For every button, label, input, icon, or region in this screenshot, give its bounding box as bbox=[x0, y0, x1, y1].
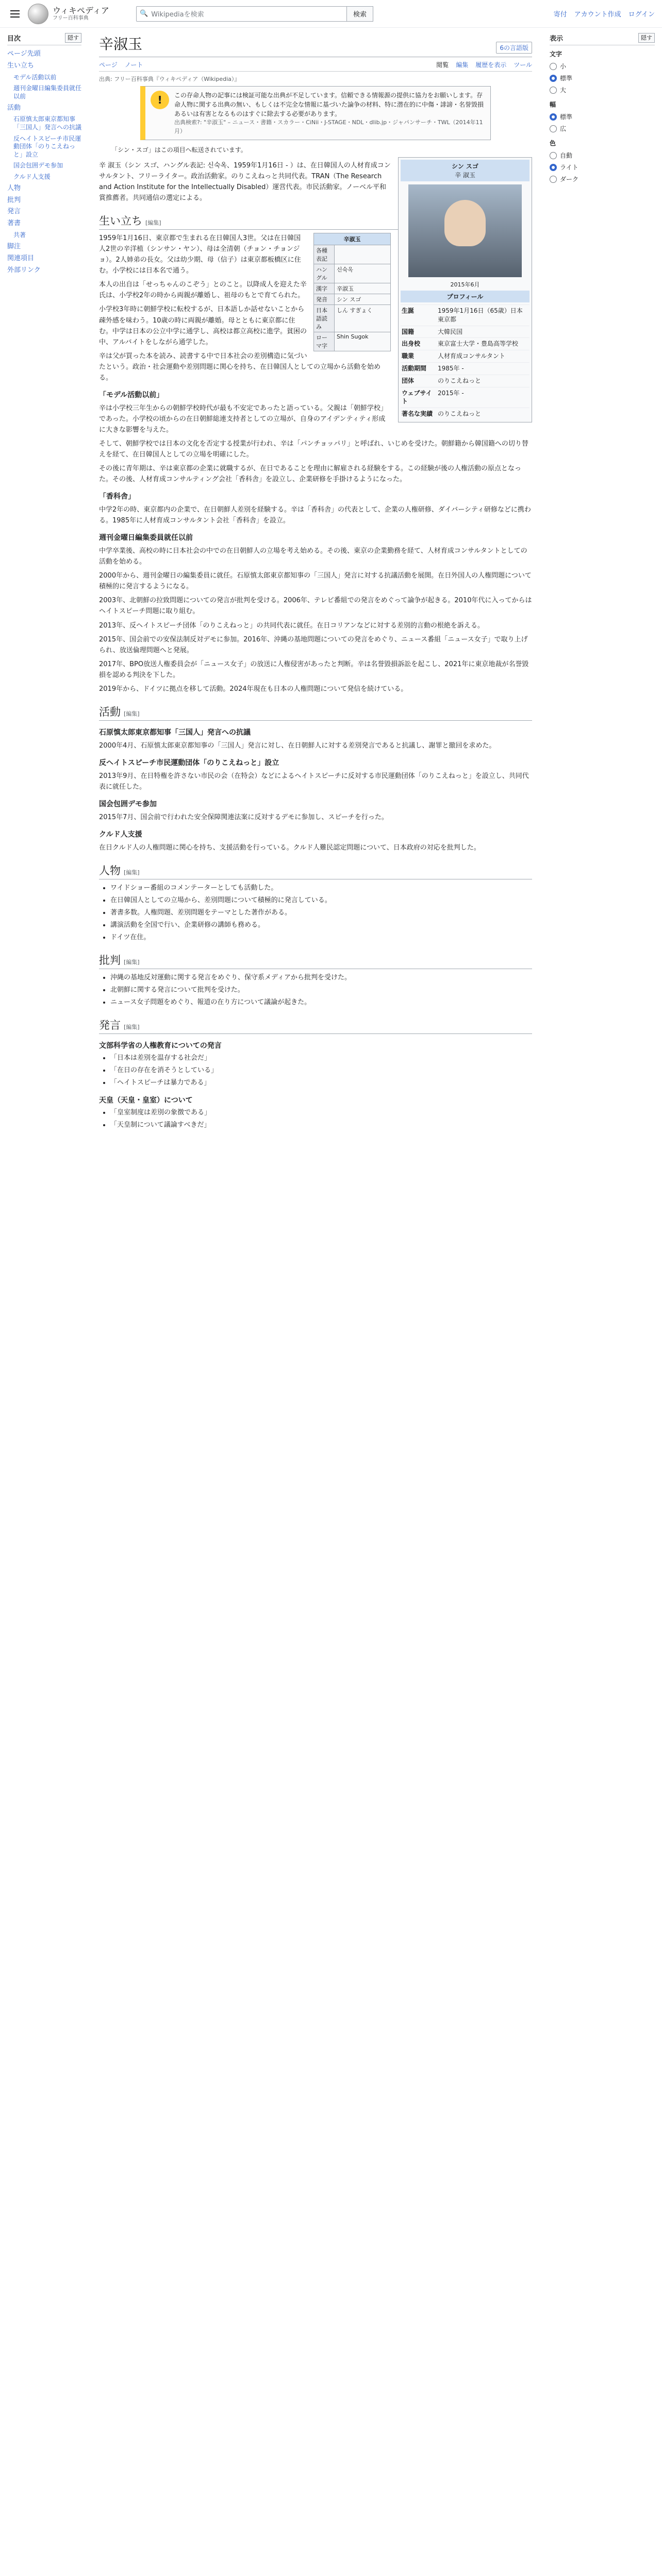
list-item: • 著書多数。人権問題、差別問題をテーマとした著作がある。 bbox=[110, 907, 532, 918]
paragraph: 中学2年の時、東京都内の企業で、在日朝鮮人差別を経験する。辛は「香科舎」の代表として、企業の人権研修、ダイバーシティ研修などに携わる。1985年に人材育成コンサルタント会社「香科舎」を設立。 bbox=[99, 506, 531, 525]
infobox-value: 東京富士大学・豊島高等学校 bbox=[438, 340, 519, 348]
list-item: • 在日韓国人としての立場から、差別問題について積極的に発言している。 bbox=[110, 895, 532, 906]
appearance-sidebar bbox=[542, 28, 662, 1132]
warning-icon: ! bbox=[151, 91, 169, 109]
infobox-key: ウェブサイト bbox=[402, 389, 432, 405]
list-item: • ドイツ在住。 bbox=[110, 932, 532, 943]
edit-link[interactable]: [編集] bbox=[124, 1024, 140, 1031]
search-input[interactable]: 🔍 Wikipediaを検索 bbox=[136, 6, 347, 22]
infobox-key: 活動期間 bbox=[402, 364, 427, 372]
paragraph: 辛は父が買った本を読み、読書する中で日本社会の差別構造に気づいたという。政治・社会運動や差別問題に関心を持ち、在日韓国人としての立場から活動を始める。 bbox=[99, 352, 381, 382]
radio-icon bbox=[550, 75, 557, 82]
name-row bbox=[314, 294, 390, 304]
name-row bbox=[314, 283, 390, 294]
toc-item[interactable]: 関連項目 bbox=[7, 254, 35, 262]
name-value: シン スゴ bbox=[337, 296, 361, 303]
infobox-row bbox=[401, 304, 529, 326]
appearance-option[interactable] bbox=[550, 72, 655, 84]
toc-item[interactable]: クルド人支援 bbox=[13, 173, 51, 181]
infobox-row bbox=[401, 408, 529, 420]
portrait-photo[interactable] bbox=[408, 184, 522, 277]
name-value: しん すぎょく bbox=[337, 307, 373, 314]
option-label: 小 bbox=[560, 63, 567, 70]
article-source: 出典: フリー百科事典『ウィキペディア（Wikipedia）』 bbox=[99, 76, 240, 82]
toc-item[interactable]: 人物 bbox=[7, 184, 21, 192]
page-tabs bbox=[99, 57, 532, 72]
list-item: • 北朝鮮に関する発言について批判を受けた。 bbox=[110, 985, 532, 995]
toc-item[interactable]: 脚注 bbox=[7, 242, 21, 250]
name-table bbox=[313, 233, 391, 351]
paragraph: 2015年、国会前での安保法制反対デモに参加。2016年、沖縄の基地問題についての発言をめぐり、ニュース番組「ニュース女子」で取り上げられ、放送倫理問題へと発展。 bbox=[99, 635, 528, 654]
subheading: 週刊金曜日編集委員就任以前 bbox=[99, 534, 193, 543]
infobox-row bbox=[401, 375, 529, 387]
appearance-option[interactable] bbox=[550, 123, 655, 134]
radio-icon bbox=[550, 176, 557, 183]
appearance-hide-button[interactable]: 隠す bbox=[638, 33, 655, 43]
notice-text: この存命人物の記事には検証可能な出典が不足しています。信頼できる情報源の提供に協力をお願いします。存命人物に関する出典の無い、もしくは不完全な情報に基づいた論争の材料、特に潜在的に中傷・誹謗・名誉毀損あるいは有害となるものはすぐに除去する必要があります。 bbox=[174, 92, 484, 117]
appearance-option[interactable] bbox=[550, 161, 655, 173]
paragraph: その後に青年期は、辛は東京都の企業に就職するが、在日であることを理由に解雇される経験をする。この経験が後の人権活動の原点となった。その後、人材育成コンサルティング会社「香科舎」を設立し、企業研修を手掛けるようになった。 bbox=[99, 465, 522, 484]
paragraph: 1959年1月16日、東京都で生まれる在日韓国人3世。父は在日韓国人2世の辛洋植（シンサン・ヤン）、母は全清朝（チョン・チョンジョ）。2人姉弟の長女。父は幼少期、母（信子）は東京都板橋区に住む。小学校には日本名で通う。 bbox=[99, 234, 301, 275]
paragraph: 2003年、北朝鮮の拉致問題についての発言が批判を受ける。2006年、テレビ番組での発言をめぐって論争が起きる。2010年代に入ってからはヘイトスピーチ問題に取り組む。 bbox=[99, 597, 532, 616]
toc-item[interactable]: ページ先頭 bbox=[7, 50, 41, 58]
maintenance-notice bbox=[140, 86, 491, 140]
tab-tools[interactable]: ツール bbox=[514, 61, 532, 69]
login-link[interactable]: ログイン bbox=[628, 11, 655, 19]
toc-item[interactable]: 週刊金曜日編集委員就任以前 bbox=[13, 84, 82, 100]
infobox-value: 大韓民国 bbox=[438, 328, 463, 335]
infobox-key: 団体 bbox=[402, 377, 415, 384]
toc-item[interactable]: 著書 bbox=[7, 219, 21, 228]
tab-read[interactable]: 閲覧 bbox=[436, 61, 449, 69]
paragraph: 2019年から、ドイツに拠点を移して活動。2024年現在も日本の人権問題について発信を続けている。 bbox=[99, 685, 408, 693]
infobox-key: 国籍 bbox=[402, 328, 415, 335]
option-label: 標準 bbox=[560, 75, 573, 82]
photo-caption: 2015年6月 bbox=[450, 281, 480, 288]
toc-item[interactable]: 共著 bbox=[13, 231, 26, 239]
quote-list bbox=[110, 1053, 532, 1088]
infobox-value: 1959年1月16日（65歳）日本 東京都 bbox=[438, 307, 523, 323]
subheading: 天皇（天皇・皇室）について bbox=[99, 1096, 193, 1105]
subheading: 国会包囲デモ参加 bbox=[99, 800, 157, 808]
subheading: 文部科学省の人権教育についての発言 bbox=[99, 1042, 222, 1050]
toc-hide-button[interactable]: 隠す bbox=[65, 33, 81, 43]
paragraph: 中学卒業後、高校の時に日本社会の中での在日朝鮮人の立場を考え始める。その後、東京の企業勤務を経て、人材育成コンサルタントとしての活動を始める。 bbox=[99, 547, 527, 566]
infobox-section: プロフィール bbox=[401, 291, 529, 302]
radio-icon bbox=[550, 164, 557, 171]
option-label: 標準 bbox=[560, 113, 573, 121]
heading-statements: 発言 bbox=[99, 1019, 121, 1032]
infobox-key: 出身校 bbox=[402, 340, 421, 348]
radio-icon bbox=[550, 87, 557, 94]
paragraph: 小学校3年時に朝鮮学校に転校するが、日本語しか話せないことから疎外感を味わう。10歳の時に両親が離婚。母とともに東京都に住む。中学は日本の公立中学に通学し、高校は都立高校に進学。貧困の中、アルバイトをしながら通学した。 bbox=[99, 306, 307, 346]
site-title: ウィキペディア bbox=[53, 5, 109, 15]
list-item: • ニュース女子問題をめぐり、報道の在り方について議論が起きた。 bbox=[110, 997, 532, 1008]
personal-tools bbox=[554, 9, 655, 19]
toc-list bbox=[7, 48, 81, 276]
edit-link[interactable]: [編集] bbox=[124, 710, 140, 717]
toc-item[interactable]: 石原慎太郎東京都知事「三国人」発言への抗議 bbox=[13, 115, 82, 131]
option-label: ダーク bbox=[560, 176, 579, 183]
list-item: • 「天皇制について議論すべきだ」 bbox=[110, 1120, 532, 1130]
name-table-title: 辛淑玉 bbox=[314, 233, 390, 245]
toc-item[interactable]: モデル活動以前 bbox=[13, 73, 57, 81]
appearance-group-label: 幅 bbox=[550, 101, 556, 108]
paragraph: 2000年から、週刊金曜日の編集委員に就任。石原慎太郎東京都知事の「三国人」発言に対する抗議活動を展開。在日外国人の人権問題について積極的に発言するようになる。 bbox=[99, 572, 532, 591]
name-row bbox=[314, 264, 390, 283]
name-key: ハングル bbox=[314, 264, 335, 283]
infobox-key: 生誕 bbox=[402, 307, 415, 314]
radio-icon bbox=[550, 63, 557, 70]
name-row bbox=[314, 332, 390, 351]
list-item: • ワイドショー番組のコメンテーターとしても活動した。 bbox=[110, 883, 532, 893]
option-label: 広 bbox=[560, 125, 567, 132]
paragraph: 2015年7月、国会前で行われた安全保障関連法案に反対するデモに参加し、スピーチを行った。 bbox=[99, 813, 388, 821]
name-key: 各種表記 bbox=[314, 245, 335, 264]
option-label: 大 bbox=[560, 87, 567, 94]
notice-date: 出典検索?: "辛淑玉" – ニュース・書籍・スカラー・CiNii・J-STAGE・NDL・dlib.jp・ジャパンサーチ・TWL（2014年11月） bbox=[174, 119, 483, 134]
language-button[interactable]: 6の言語版 bbox=[496, 42, 532, 54]
hatnote: 「シン・スゴ」はこの項目へ転送されています。 bbox=[111, 146, 247, 154]
subheading: クルド人支援 bbox=[99, 830, 142, 839]
list-item: • 「ヘイトスピーチは暴力である」 bbox=[110, 1077, 532, 1088]
appearance-option[interactable] bbox=[550, 149, 655, 161]
subheading: 石原慎太郎東京都知事「三国人」発言への抗議 bbox=[99, 728, 251, 737]
toc-item[interactable]: 外部リンク bbox=[7, 266, 41, 274]
toc-item[interactable]: 活動 bbox=[7, 104, 21, 112]
option-label: 自動 bbox=[560, 152, 573, 159]
list-item: • 「皇室制度は差別の象徴である」 bbox=[110, 1107, 532, 1118]
name-key: 漢字 bbox=[314, 283, 335, 294]
infobox-value: 2015年 - bbox=[438, 389, 464, 397]
donate-link[interactable]: 寄付 bbox=[553, 11, 567, 19]
appearance-option[interactable] bbox=[550, 60, 655, 72]
toc-title: 目次 bbox=[7, 35, 21, 43]
appearance-group-label: 色 bbox=[550, 140, 556, 147]
edit-link[interactable]: [編集] bbox=[124, 869, 140, 876]
infobox-value: のりこえねっと bbox=[438, 377, 482, 384]
wikipedia-globe-icon bbox=[28, 4, 48, 24]
subheading: 「香科舎」 bbox=[99, 493, 135, 501]
list-item: • 講演活動を全国で行い、企業研修の講師も務める。 bbox=[110, 920, 532, 930]
radio-icon bbox=[550, 125, 557, 132]
infobox-value: 人材育成コンサルタント bbox=[438, 352, 505, 360]
menu-icon[interactable] bbox=[7, 6, 23, 22]
infobox-value: 1985年 - bbox=[438, 364, 464, 372]
lead-paragraph: 辛 淑玉（シン スゴ、ハングル表記: 신숙옥、1959年1月16日 - ）は、在日韓国人の人材育成コンサルタント、フリーライター。政治活動家。のりこえねっと共同代表。TRAN（The Research and Action Institute for the Intellectually Disabled）運営代表。市民活動家。ノーベル平和賞推薦者。共同通信の選定による。 bbox=[99, 162, 391, 202]
list-item: • 「在日の存在を消そうとしている」 bbox=[110, 1065, 532, 1076]
search-button[interactable]: 検索 bbox=[347, 6, 373, 22]
tab-edit[interactable]: 編集 bbox=[456, 61, 469, 69]
list-item: • 沖縄の基地反対運動に関する発言をめぐり、保守系メディアから批判を受けた。 bbox=[110, 972, 532, 983]
heading-criticism: 批判 bbox=[99, 954, 121, 967]
toc-sidebar bbox=[0, 28, 89, 1132]
search-form bbox=[136, 6, 373, 22]
paragraph: 在日クルド人の人権問題に関心を持ち、支援活動を行っている。クルド人難民認定問題について、日本政府の対応を批判した。 bbox=[99, 843, 481, 852]
radio-icon bbox=[550, 152, 557, 159]
name-value: 辛淑玉 bbox=[337, 285, 354, 293]
quote-list bbox=[110, 1107, 532, 1130]
name-value bbox=[335, 245, 339, 264]
paragraph: そして、朝鮮学校では日本の文化を否定する授業が行われ、辛は「パンチョッパリ」と呼ばれ、いじめを受けた。朝鮮籍から韓国籍への切り替えを経て、在日韓国人としての立場を明確にした。 bbox=[99, 439, 528, 459]
page-title: 辛淑玉 bbox=[99, 36, 143, 53]
infobox-row bbox=[401, 326, 529, 338]
toc-item[interactable]: 反ヘイトスピーチ市民運動団体「のりこえねっと」設立 bbox=[13, 134, 81, 158]
name-key: ローマ字 bbox=[314, 332, 335, 351]
heading-person: 人物 bbox=[99, 865, 121, 877]
site-subtitle: フリー百科事典 bbox=[53, 15, 89, 22]
toc-item[interactable]: 生い立ち bbox=[7, 61, 35, 70]
criticism-list bbox=[110, 972, 532, 1008]
infobox-row bbox=[401, 337, 529, 350]
toc-item[interactable]: 発言 bbox=[7, 208, 21, 216]
list-item: • 「日本は差別を温存する社会だ」 bbox=[110, 1053, 532, 1063]
edit-link[interactable]: [編集] bbox=[145, 219, 161, 227]
paragraph: 2017年、BPO放送人権委員会が「ニュース女子」の放送に人権侵害があったと判断。辛は名誉毀損訴訟を起こし、2021年に東京地裁が名誉毀損を認める判決を下した。 bbox=[99, 660, 529, 679]
paragraph: 辛は小学校三年生からの朝鮮学校時代が最も不安定であったと語っている。父親は「朝鮮学校」であった。小学校の頃からの在日朝鮮総連支持者としての立場が、自身のアイデンティティ形成に大きな影響を与えた。 bbox=[99, 404, 387, 434]
option-label: ライト bbox=[560, 164, 578, 171]
appearance-title: 表示 bbox=[550, 35, 564, 43]
infobox-value: のりこえねっと bbox=[438, 410, 482, 418]
paragraph: 本人の出自は「せっちゃんのこぞう」とのこと。以降成人を迎えた辛氏は、小学校2年の時から両親が離婚し、祖母のもとで育てられた。 bbox=[99, 281, 307, 300]
infobox-row bbox=[401, 387, 529, 408]
name-value: 신숙옥 bbox=[337, 266, 353, 274]
site-logo[interactable] bbox=[28, 4, 121, 24]
tab-page[interactable]: ページ bbox=[99, 61, 118, 69]
toc-item[interactable]: 国会包囲デモ参加 bbox=[13, 162, 63, 170]
infobox-name: シン スゴ bbox=[452, 163, 478, 170]
edit-link[interactable]: [編集] bbox=[124, 959, 140, 966]
infobox-key: 職業 bbox=[402, 352, 415, 360]
infobox bbox=[398, 157, 532, 422]
tab-talk[interactable]: ノート bbox=[124, 61, 143, 69]
paragraph: 2013年、反ヘイトスピーチ団体「のりこえねっと」の共同代表に就任。在日コリアンなどに対する差別的言動の根絶を訴える。 bbox=[99, 621, 484, 630]
name-row bbox=[314, 245, 390, 264]
name-row bbox=[314, 304, 390, 332]
name-key: 日本語読み bbox=[314, 305, 335, 332]
infobox-key: 著名な実績 bbox=[402, 410, 433, 418]
appearance-option[interactable] bbox=[550, 111, 655, 123]
appearance-option[interactable] bbox=[550, 84, 655, 96]
heading-upbringing: 生い立ち bbox=[99, 215, 142, 228]
article bbox=[89, 28, 542, 1132]
create-account-link[interactable]: アカウント作成 bbox=[574, 11, 621, 19]
tab-history[interactable]: 履歴を表示 bbox=[475, 61, 507, 69]
paragraph: 2000年4月、石原慎太郎東京都知事の「三国人」発言に対し、在日朝鮮人に対する差別発言であると抗議し、謝罪と撤回を求めた。 bbox=[99, 741, 496, 750]
appearance-group-label: 文字 bbox=[550, 50, 562, 58]
name-key: 発音 bbox=[314, 294, 335, 304]
name-value: Shin Sugok bbox=[337, 333, 369, 341]
person-list bbox=[110, 883, 532, 943]
infobox-row bbox=[401, 350, 529, 362]
subheading: 反ヘイトスピーチ市民運動団体「のりこえねっと」設立 bbox=[99, 758, 279, 767]
infobox-name-kanji: 辛 淑玉 bbox=[455, 172, 475, 179]
header bbox=[0, 0, 662, 28]
subheading: 「モデル活動以前」 bbox=[99, 391, 164, 399]
infobox-row bbox=[401, 362, 529, 375]
radio-icon bbox=[550, 113, 557, 121]
paragraph: 2013年9月、在日特権を許さない市民の会（在特会）などによるヘイトスピーチに反対する市民運動団体「のりこえねっと」を設立し、共同代表に就任した。 bbox=[99, 772, 529, 791]
heading-activities: 活動 bbox=[99, 705, 121, 718]
toc-item[interactable]: 批判 bbox=[7, 196, 21, 204]
search-icon: 🔍 bbox=[140, 10, 148, 18]
appearance-option[interactable] bbox=[550, 173, 655, 185]
